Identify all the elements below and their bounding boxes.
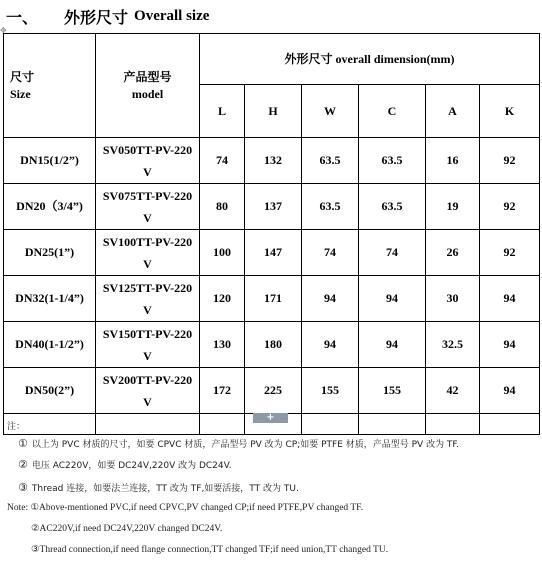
size-cell: DN32(1-1/4”) xyxy=(4,276,96,322)
column-header-W: W xyxy=(302,85,359,138)
value-cell-H: 225 xyxy=(245,368,302,414)
empty-cell[interactable] xyxy=(96,414,200,435)
value-cell-K: 92 xyxy=(480,230,540,276)
dimension-header: 外形尺寸 overall dimension(mm) xyxy=(200,34,540,85)
value-cell-K: 94 xyxy=(480,368,540,414)
model-line-2: V xyxy=(143,211,152,225)
empty-cell[interactable] xyxy=(200,414,245,435)
value-cell-C: 74 xyxy=(359,230,426,276)
value-cell-A: 16 xyxy=(426,138,480,184)
value-cell-C: 94 xyxy=(359,276,426,322)
size-cell: DN50(2”) xyxy=(4,368,96,414)
note-cn-1-text: 以上为 PVC 材质的尺寸，如要 CPVC 材质，产品型号 PV 改为 CP;如要 PTFE 材质，产品型号 PV 改为 TF. xyxy=(31,440,460,450)
value-cell-A: 26 xyxy=(426,230,480,276)
value-cell-W: 94 xyxy=(302,276,359,322)
value-cell-K: 92 xyxy=(480,138,540,184)
value-cell-C: 94 xyxy=(359,322,426,368)
size-header-en: Size xyxy=(10,86,31,101)
empty-cell[interactable] xyxy=(359,414,426,435)
size-cell: DN25(1”) xyxy=(4,230,96,276)
table-row xyxy=(4,322,540,368)
table-row xyxy=(4,184,540,230)
note-en-2: ②AC220V,if need DC24V,220V changed DC24V. xyxy=(31,524,223,534)
section-number: 一、 xyxy=(6,9,39,27)
table-row xyxy=(4,368,540,414)
value-cell-A: 32.5 xyxy=(426,322,480,368)
value-cell-L: 100 xyxy=(200,230,245,276)
column-header-A: A xyxy=(426,85,480,138)
column-header-C: C xyxy=(359,85,426,138)
value-cell-K: 94 xyxy=(480,276,540,322)
empty-cell[interactable] xyxy=(426,414,480,435)
value-cell-L: 130 xyxy=(200,322,245,368)
value-cell-W: 155 xyxy=(302,368,359,414)
note-cn-3 xyxy=(18,481,299,494)
model-cell xyxy=(96,184,200,230)
note-en-3: ③Thread connection,if need flange connection,TT changed TF;if need union,TT changed TU. xyxy=(31,545,389,555)
table-row xyxy=(4,276,540,322)
value-cell-W: 74 xyxy=(302,230,359,276)
note-cn-1 xyxy=(18,437,459,450)
model-cell xyxy=(96,276,200,322)
section-title-cn: 外形尺寸 xyxy=(64,9,129,27)
table-row xyxy=(4,138,540,184)
model-line-2: V xyxy=(143,349,152,363)
note-cn-2 xyxy=(18,458,231,471)
value-cell-H: 137 xyxy=(245,184,302,230)
model-cell xyxy=(96,322,200,368)
value-cell-H: 147 xyxy=(245,230,302,276)
add-row-button[interactable]: + xyxy=(253,413,288,423)
value-cell-A: 42 xyxy=(426,368,480,414)
value-cell-C: 155 xyxy=(359,368,426,414)
note-cn-1-mark: ① xyxy=(18,437,28,450)
value-cell-L: 120 xyxy=(200,276,245,322)
size-cell: DN15(1/2”) xyxy=(4,138,96,184)
model-line-2: V xyxy=(143,165,152,179)
value-cell-H: 132 xyxy=(245,138,302,184)
value-cell-A: 19 xyxy=(426,184,480,230)
model-line-2: V xyxy=(143,395,152,409)
value-cell-W: 63.5 xyxy=(302,184,359,230)
value-cell-L: 172 xyxy=(200,368,245,414)
value-cell-L: 80 xyxy=(200,184,245,230)
section-heading xyxy=(6,4,209,28)
note-cn-2-mark: ② xyxy=(18,458,28,471)
note-cn-2-text: 电压 AC220V，如要 DC24V,220V 改为 DC24V. xyxy=(31,461,232,471)
model-line-2: V xyxy=(143,257,152,271)
size-header-cn: 尺寸 xyxy=(10,69,35,84)
column-header-H: H xyxy=(245,85,302,138)
model-line-1: SV150TT-PV-220 xyxy=(102,327,193,341)
model-line-1: SV075TT-PV-220 xyxy=(102,189,193,203)
note-en-1 xyxy=(7,502,363,513)
value-cell-W: 63.5 xyxy=(302,138,359,184)
value-cell-A: 30 xyxy=(426,276,480,322)
value-cell-C: 63.5 xyxy=(359,184,426,230)
model-header-cn: 产品型号 xyxy=(123,69,172,84)
value-cell-K: 92 xyxy=(480,184,540,230)
model-cell xyxy=(96,138,200,184)
column-header-L: L xyxy=(200,85,245,138)
column-header-K: K xyxy=(480,85,540,138)
model-header-en: model xyxy=(131,86,164,101)
table-row xyxy=(4,230,540,276)
value-cell-H: 180 xyxy=(245,322,302,368)
model-cell xyxy=(96,230,200,276)
value-cell-C: 63.5 xyxy=(359,138,426,184)
model-line-1: SV100TT-PV-220 xyxy=(102,235,193,249)
dimension-table xyxy=(3,33,540,435)
value-cell-H: 171 xyxy=(245,276,302,322)
value-cell-L: 74 xyxy=(200,138,245,184)
value-cell-K: 94 xyxy=(480,322,540,368)
size-header-cell xyxy=(4,34,96,138)
model-cell xyxy=(96,368,200,414)
empty-cell[interactable] xyxy=(302,414,359,435)
note-cn-3-mark: ③ xyxy=(18,481,28,494)
size-cell: DN40(1-1/2”) xyxy=(4,322,96,368)
table-move-handle-icon[interactable]: ✥ xyxy=(0,26,7,35)
model-line-1: SV200TT-PV-220 xyxy=(102,373,193,387)
size-cell: DN20（3/4”) xyxy=(4,184,96,230)
empty-cell[interactable] xyxy=(480,414,540,435)
model-line-1: SV050TT-PV-220 xyxy=(102,143,193,157)
model-line-2: V xyxy=(143,303,152,317)
section-title-en: Overall size xyxy=(134,7,210,24)
note-cn-3-text: Thread 连接，如要法兰连接，TT 改为 TF,如要活接，TT 改为 TU. xyxy=(31,484,299,494)
value-cell-W: 94 xyxy=(302,322,359,368)
note-en-1-text: ①Above-mentioned PVC,if need CPVC,PV changed CP;if need PTFE,PV changed TF. xyxy=(30,503,364,513)
notes-label-cn: 注： xyxy=(7,422,26,432)
notes-label-en: Note: xyxy=(7,503,29,513)
model-line-1: SV125TT-PV-220 xyxy=(102,281,193,295)
model-header-cell xyxy=(96,34,200,138)
